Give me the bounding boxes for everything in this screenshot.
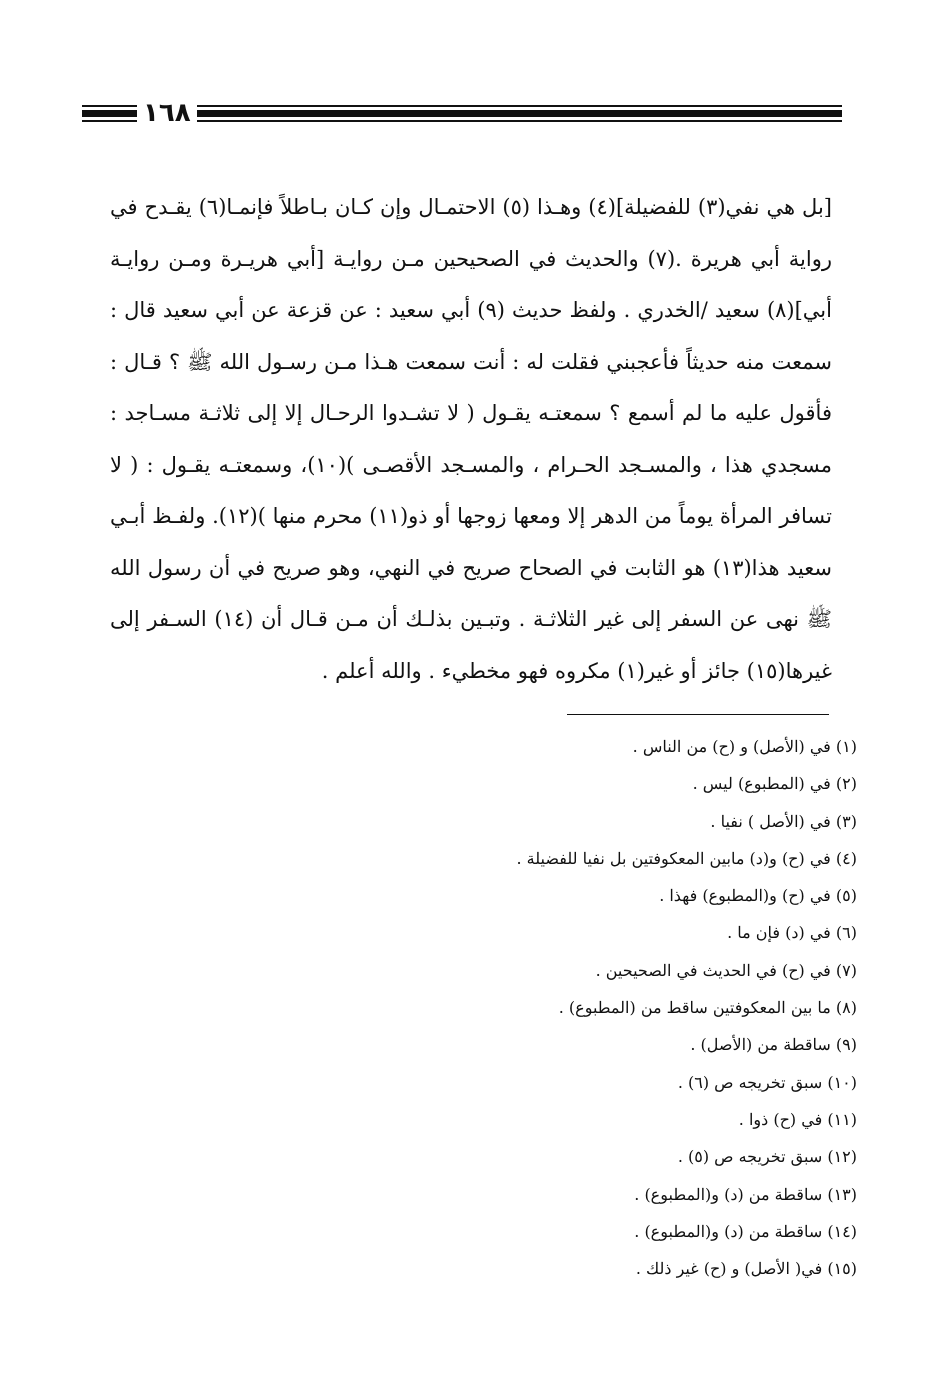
body-line: تسافر المرأة يوماً من الدهر إلا ومعها زوجها أو ذو(١١) محرم منها )(١٢). ولفـظ أبـي xyxy=(110,504,832,528)
footnote: (٦) في (د) فإن ما . xyxy=(727,923,857,943)
footnote: (٢) في (المطبوع) ليس . xyxy=(692,774,857,794)
footnote: (١٥) في( الأصل) و (ح) غير ذلك . xyxy=(635,1259,857,1279)
page-header xyxy=(82,96,842,130)
footnote: (١٢) سبق تخريجه ص (٥) . xyxy=(677,1147,857,1167)
body-line: رواية أبي هريرة .(٧) والحديث في الصحيحين مـن روايـة [أبي هريـرة ومـن روايـة xyxy=(110,246,832,271)
footnote: (٣) في (الأصل ) نفيا . xyxy=(710,811,857,831)
body-line: فأقول عليه ما لم أسمع ؟ سمعتـه يقـول ( لا تشـدوا الرحـال إلا إلى ثلاثـة مسـاجد : xyxy=(110,401,832,425)
body-line: [بل هي نفي(٣) للفضيلة](٤) وهـذا (٥) الاحتمـال وإن كـان بـاطلاً فإنمـا(٦) يقـدح في xyxy=(110,195,832,219)
footnotes-list xyxy=(357,728,857,1287)
footnote: (٥) في (ح) و(المطبوع) فهذا . xyxy=(659,886,857,906)
footnote: (١٠) سبق تخريجه ص (٦) . xyxy=(677,1072,857,1092)
main-text xyxy=(110,182,832,697)
page-number: ١٦٨ xyxy=(143,98,191,128)
footnote: (٤) في (ح) و(د) مابين المعكوفتين بل نفيا للفضيلة . xyxy=(516,848,857,868)
footnote: (٩) ساقطة من (الأصل) . xyxy=(690,1035,857,1055)
body-line: أبي](٨) سعيد /الخدري . ولفظ حديث (٩) أبي سعيد : عن قزعة عن أبي سعيد قال : xyxy=(110,298,832,322)
footnote: (٧) في (ح) في الحديث في الصحيحين . xyxy=(595,960,857,980)
body-line: مسجدي هذا ، والمسـجد الحـرام ، والمسـجد الأقصـى )(١٠)، وسمعتـه يقـول : ( لا xyxy=(110,452,832,477)
body-line: ﷺ نهى عن السفر إلى غير الثلاثـة . وتبـين بذلـك أن مـن قـال أن (١٤) السـفر إلى xyxy=(110,607,832,631)
body-line: سعيد هذا(١٣) هو الثابت في الصحاح صريح في النهي، وهو صريح في أن رسول الله xyxy=(110,555,833,580)
body-line: غيرها(١٥) جائز أو غير(١) مكروه فهو مخطيء . والله أعلم . xyxy=(321,658,832,683)
header-rule-left xyxy=(82,105,137,122)
body-line: سمعت منه حديثاً فأعجبني فقلت له : أنت سمعت هـذا مـن رسـول الله ﷺ ؟ قـال : xyxy=(110,349,832,374)
footnote: (١١) في (ح) ذوا . xyxy=(738,1109,857,1129)
body-paragraph xyxy=(110,182,832,697)
footnote: (٨) ما بين المعكوفتين ساقط من (المطبوع) . xyxy=(558,998,857,1018)
header-rule-right xyxy=(197,105,842,122)
footnote-divider xyxy=(567,714,829,715)
footnote: (١٤) ساقطة من (د) و(المطبوع) . xyxy=(634,1221,857,1241)
footnote: (١٣) ساقطة من (د) و(المطبوع) . xyxy=(634,1184,857,1204)
footnote: (١) في (الأصل) و (ح) من الناس . xyxy=(632,737,857,756)
